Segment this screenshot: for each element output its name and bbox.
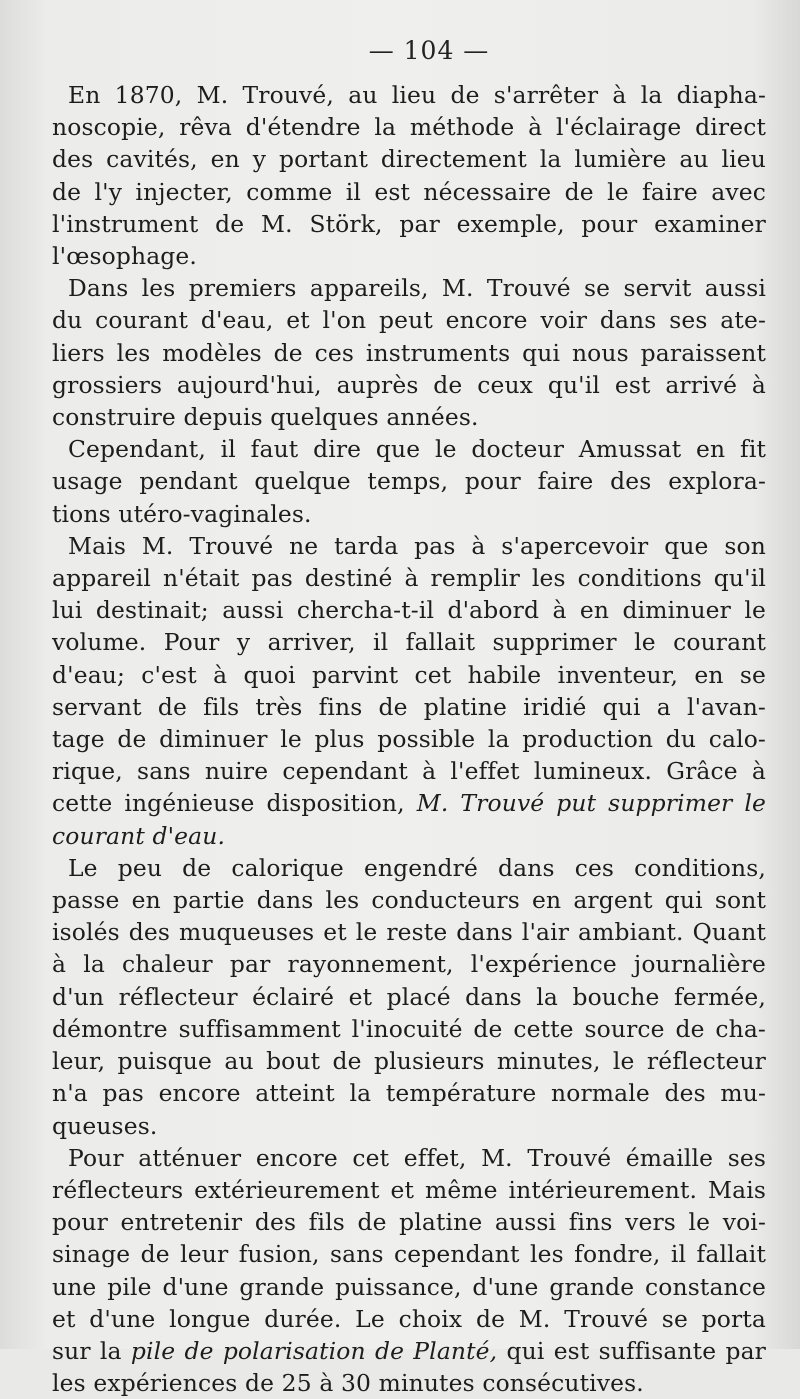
text-line: Dans les premiers appareils, M. Trouvé se servit aussi (68, 274, 766, 303)
text-line: noscopie, rêva d'étendre la méthode à l'éclairage direct (52, 113, 766, 142)
text-line: En 1870, M. Trouvé, au lieu de s'arrêter à la diapha- (68, 81, 766, 109)
text-line: l'œsophage. (52, 242, 198, 271)
italic-segment: M. Trouvé put supprimer le (416, 789, 767, 818)
text-line: pour entretenir des fils de platine aussi fins vers le voi- (52, 1208, 766, 1237)
text-line: lui destinait; aussi chercha-t-il d'abord à en diminuer le (52, 596, 766, 625)
paragraph-4 (52, 530, 766, 852)
text-line: et d'une longue durée. Le choix de M. Trouvé se porta (52, 1304, 766, 1333)
text-line: une pile d'une grande puissance, d'une grande constance (52, 1272, 766, 1301)
text-line: des cavités, en y portant directement la lumière au lieu (52, 145, 766, 174)
text-line: d'un réflecteur éclairé et placé dans la bouche fermée, (52, 982, 766, 1011)
text-segment: qui est suffisante par (506, 1336, 767, 1365)
text-line: Cependant, il faut dire que le docteur Amussat en fit (68, 435, 766, 464)
text-line: n'a pas encore atteint la température normale des mu- (52, 1079, 766, 1108)
paragraph-5 (52, 852, 766, 1142)
text-line: grossiers aujourd'hui, auprès de ceux qu'il est arrivé à (52, 370, 766, 399)
text-line: démontre suffisamment l'inocuité de cette source de cha- (52, 1014, 766, 1043)
text-line (52, 1337, 766, 1365)
text-line: sinage de leur fusion, sans cependant les fondre, il fallait (52, 1240, 766, 1269)
text-line: de l'y injecter, comme il est nécessaire de le faire avec (52, 177, 766, 206)
text-line: servant de fils très fins de platine iridié qui a l'avan- (52, 692, 766, 721)
text-line: Mais M. Trouvé ne tarda pas à s'apercevoir que son (68, 531, 766, 560)
text-line: liers les modèles de ces instruments qui nous paraissent (52, 338, 766, 367)
text-segment: sur la (52, 1336, 131, 1365)
paragraph-3 (52, 433, 766, 530)
text-line: réflecteurs extérieurement et même intérieurement. Mais (52, 1175, 766, 1204)
paragraph-2 (52, 272, 766, 433)
paragraph-6 (52, 1142, 766, 1399)
text-line: passe en partie dans les conducteurs en argent qui sont (52, 886, 766, 915)
text-line: l'instrument de M. Störk, par exemple, pour examiner (52, 209, 766, 238)
text-line: volume. Pour y arriver, il fallait supprimer le courant (52, 628, 766, 657)
text-line: du courant d'eau, et l'on peut encore voir dans ses ate- (52, 306, 766, 335)
page-number: — 104 — (368, 36, 490, 65)
text-line: Le peu de calorique engendré dans ces conditions, (68, 853, 766, 882)
text-segment: cette ingénieuse disposition, (52, 789, 417, 818)
text-line (52, 789, 766, 817)
text-line: Pour atténuer encore cet effet, M. Trouvé émaille ses (68, 1143, 766, 1172)
paragraph-1 (52, 79, 766, 272)
text-line: les expériences de 25 à 30 minutes consécutives. (52, 1369, 644, 1398)
text-line: construire depuis quelques années. (52, 403, 479, 432)
italic-segment: pile de polarisation de Planté, (130, 1336, 498, 1365)
text-line: d'eau; c'est à quoi parvint cet habile inventeur, en se (52, 660, 766, 689)
text-line: à la chaleur par rayonnement, l'expérience journalière (52, 950, 766, 979)
text-line: appareil n'était pas destiné à remplir les conditions qu'il (52, 564, 766, 593)
text-line: tage de diminuer le plus possible la production du calo- (52, 725, 766, 754)
text-line: leur, puisque au bout de plusieurs minutes, le réflecteur (52, 1047, 766, 1076)
body-text (52, 79, 766, 1399)
text-line: rique, sans nuire cependant à l'effet lumineux. Grâce à (52, 757, 766, 786)
text-line: queuses. (52, 1111, 158, 1140)
text-line: tions utéro-vaginales. (52, 499, 312, 528)
text-line: isolés des muqueuses et le reste dans l'air ambiant. Quant (52, 918, 766, 947)
text-line: usage pendant quelque temps, pour faire des explora- (52, 467, 766, 496)
italic-line: courant d'eau. (52, 821, 226, 850)
